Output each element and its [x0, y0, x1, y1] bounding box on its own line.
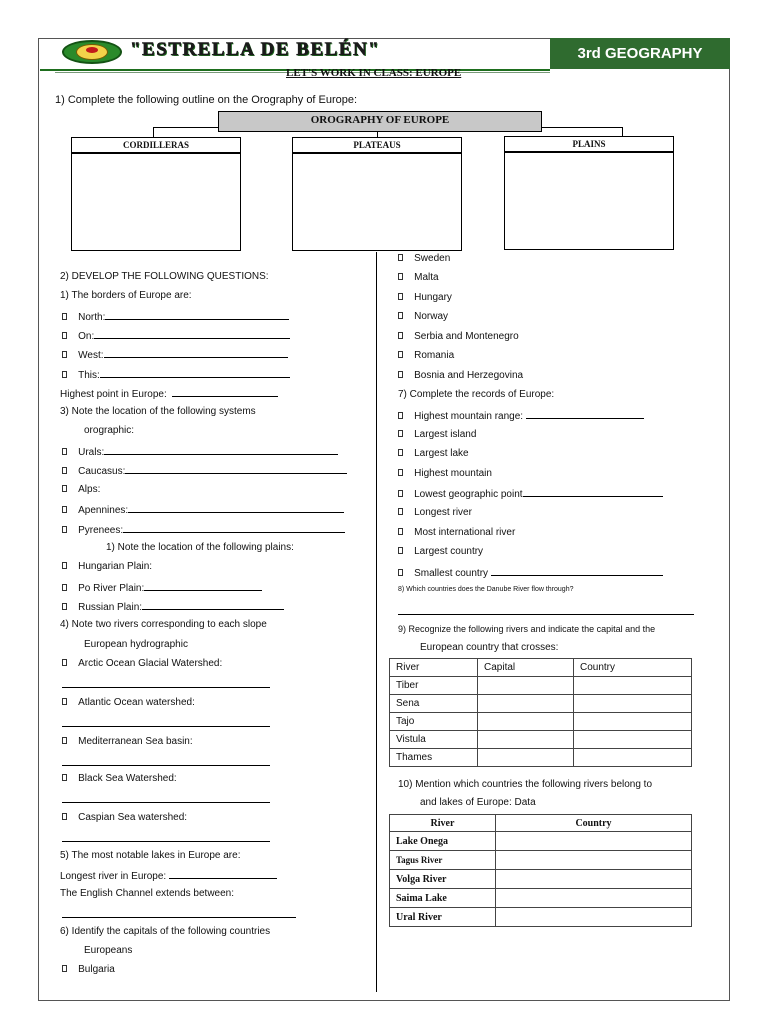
bullet-icon	[62, 584, 67, 591]
watershed-arctic	[62, 658, 222, 670]
table-row	[390, 731, 692, 749]
bullet-icon	[398, 371, 403, 378]
answer-line-danube[interactable]	[398, 614, 694, 615]
system-alps	[62, 484, 100, 496]
record-smallest-country	[398, 566, 663, 580]
label: Bosnia and Herzegovina	[414, 370, 524, 381]
table-row	[390, 870, 692, 889]
answer-line-black-sea[interactable]	[62, 802, 270, 803]
table-row	[390, 889, 692, 908]
label: Highest point in Europe:	[60, 389, 167, 400]
border-east	[62, 368, 290, 382]
bullet-icon	[398, 254, 403, 261]
label: Highest mountain	[414, 468, 492, 479]
record-international-river	[398, 527, 515, 539]
label: This:	[78, 370, 100, 381]
outline-title: OROGRAPHY OF EUROPE	[310, 114, 450, 126]
table-row	[390, 908, 692, 927]
label: Serbia and Montenegro	[414, 331, 519, 342]
bullet-icon	[398, 469, 403, 476]
country-romania	[398, 350, 454, 362]
q8-prompt: 8) Which countries does the Danube River flow through?	[398, 586, 574, 593]
longest-river	[60, 869, 277, 883]
label: Highest mountain range:	[414, 411, 524, 422]
plain-po	[62, 581, 262, 595]
cordilleras-header	[71, 137, 241, 153]
watershed-caspian	[62, 812, 187, 824]
answer-blank[interactable]	[105, 310, 289, 320]
table-row	[390, 851, 692, 870]
q10-prompt: 10) Mention which countries the following rivers belong to	[398, 779, 653, 790]
cordilleras-label: CORDILLERAS	[122, 140, 189, 150]
label: Pyrenees:	[78, 525, 124, 536]
connector-left-drop	[153, 127, 154, 137]
record-lowest-point	[398, 487, 663, 501]
bullet-icon	[398, 508, 403, 515]
country-norway	[398, 311, 448, 323]
plateaus-header	[292, 137, 462, 153]
bullet-icon	[62, 603, 67, 610]
capital-cell[interactable]	[478, 713, 574, 731]
bullet-icon	[398, 293, 403, 300]
bullet-icon	[398, 273, 403, 280]
answer-line-channel[interactable]	[62, 917, 296, 918]
table-row	[390, 677, 692, 695]
label: On:	[78, 331, 95, 342]
worksheet-title: LET'S WORK IN CLASS: EUROPE	[286, 67, 462, 79]
label: Longest river in Europe:	[60, 871, 167, 882]
label: Atlantic Ocean watershed:	[78, 697, 195, 708]
label: Caucasus:	[78, 466, 126, 477]
capital-cell[interactable]	[478, 695, 574, 713]
q5-prompt: 5) The most notable lakes in Europe are:	[60, 850, 241, 861]
answer-blank[interactable]	[172, 387, 278, 397]
river-cell: Vistula	[390, 731, 478, 749]
connector-right-drop	[622, 127, 623, 136]
system-urals	[62, 445, 338, 459]
river-cell: Volga River	[390, 870, 496, 889]
bullet-icon	[398, 351, 403, 358]
q2-1-prompt: 1) The borders of Europe are:	[60, 290, 192, 301]
header-river: River	[390, 815, 496, 832]
bullet-icon	[62, 506, 67, 513]
plateaus-answer-box[interactable]	[292, 153, 462, 251]
table-row	[390, 695, 692, 713]
label: Most international river	[414, 527, 516, 538]
q3-1-prompt: 1) Note the location of the following plains:	[106, 542, 294, 553]
label: North:	[78, 312, 106, 323]
river-cell: Sena	[390, 695, 478, 713]
answer-line-caspian[interactable]	[62, 841, 270, 842]
bullet-icon	[62, 332, 67, 339]
label: Longest river	[414, 507, 472, 518]
connector-left	[153, 127, 218, 128]
system-caucasus	[62, 464, 347, 478]
label: Lowest geographic point	[414, 489, 523, 500]
answer-blank[interactable]	[94, 329, 290, 339]
label: Hungarian Plain:	[78, 561, 153, 572]
label: Arctic Ocean Glacial Watershed:	[78, 658, 223, 669]
record-largest-country	[398, 546, 483, 558]
border-on	[62, 329, 290, 343]
q7-prompt: 7) Complete the records of Europe:	[398, 389, 555, 400]
bullet-icon	[62, 737, 67, 744]
answer-line-atlantic[interactable]	[62, 726, 270, 727]
answer-blank[interactable]	[142, 600, 284, 610]
column-divider	[376, 252, 377, 992]
system-pyrenees	[62, 523, 345, 537]
connector-right	[542, 127, 622, 128]
bullet-icon	[62, 371, 67, 378]
q10-prompt-cont: and lakes of Europe: Data	[420, 797, 536, 808]
label: West:	[78, 350, 104, 361]
label: Caspian Sea watershed:	[78, 812, 188, 823]
q4-prompt-cont: European hydrographic	[84, 639, 188, 650]
answer-blank[interactable]	[100, 368, 290, 378]
cordilleras-answer-box[interactable]	[71, 153, 241, 251]
country-bulgaria	[62, 964, 115, 976]
q9-prompt: 9) Recognize the following rivers and indicate the capital and the	[398, 624, 656, 634]
header-country: Country	[496, 815, 692, 832]
header-river: River	[390, 659, 478, 677]
capital-cell[interactable]	[478, 677, 574, 695]
label: Alps:	[78, 484, 101, 495]
bullet-icon	[398, 490, 403, 497]
answer-blank[interactable]	[125, 464, 347, 474]
country-cell[interactable]	[496, 832, 692, 851]
answer-blank[interactable]	[104, 445, 338, 455]
bullet-icon	[62, 774, 67, 781]
plains-header	[504, 136, 674, 152]
river-cell: Tagus River	[390, 851, 496, 870]
label: Largest lake	[414, 448, 469, 459]
school-logo-dot	[86, 47, 98, 53]
answer-line-arctic[interactable]	[62, 687, 270, 688]
record-largest-lake	[398, 448, 469, 460]
rivers-capitals-table	[389, 658, 692, 767]
table-row	[390, 713, 692, 731]
english-channel: The English Channel extends between:	[60, 888, 235, 899]
river-cell: Saima Lake	[390, 889, 496, 908]
bullet-icon	[62, 485, 67, 492]
q6-prompt-cont: Europeans	[84, 945, 133, 956]
country-cell[interactable]	[574, 695, 692, 713]
country-cell[interactable]	[496, 870, 692, 889]
river-cell: Ural River	[390, 908, 496, 927]
country-serbia-montenegro	[398, 331, 519, 343]
bullet-icon	[62, 965, 67, 972]
label: Hungary	[414, 292, 452, 303]
highest-point	[60, 387, 278, 401]
label: Smallest country	[414, 568, 489, 579]
label: Urals:	[78, 447, 105, 458]
bullet-icon	[398, 332, 403, 339]
bullet-icon	[398, 528, 403, 535]
bullet-icon	[62, 313, 67, 320]
plateaus-label: PLATEAUS	[353, 140, 401, 150]
answer-blank[interactable]	[104, 348, 288, 358]
q3-prompt-cont: orographic:	[84, 425, 135, 436]
watershed-black-sea	[62, 773, 177, 785]
bullet-icon	[62, 351, 67, 358]
q4-prompt: 4) Note two rivers corresponding to each slope	[60, 619, 267, 630]
label: Russian Plain:	[78, 602, 143, 613]
table-row	[390, 832, 692, 851]
label: Largest island	[414, 429, 477, 440]
country-cell[interactable]	[496, 851, 692, 870]
bullet-icon	[62, 562, 67, 569]
capital-cell[interactable]	[478, 731, 574, 749]
record-highest-range	[398, 409, 644, 423]
subject-tag: 3rd GEOGRAPHY	[550, 38, 730, 69]
country-cell[interactable]	[574, 713, 692, 731]
bullet-icon	[62, 526, 67, 533]
watershed-atlantic	[62, 697, 195, 709]
bullet-icon	[62, 448, 67, 455]
label: Black Sea Watershed:	[78, 773, 177, 784]
q2-heading: 2) DEVELOP THE FOLLOWING QUESTIONS:	[60, 271, 269, 282]
answer-blank[interactable]	[169, 869, 277, 879]
answer-blank[interactable]	[123, 523, 345, 533]
bullet-icon	[398, 547, 403, 554]
river-cell: Lake Onega	[390, 832, 496, 851]
system-apennines	[62, 503, 344, 517]
record-longest-river	[398, 507, 472, 519]
country-cell[interactable]	[574, 677, 692, 695]
answer-blank[interactable]	[144, 581, 262, 591]
border-north	[62, 310, 289, 324]
river-cell: Tajo	[390, 713, 478, 731]
label: Largest country	[414, 546, 484, 557]
bullet-icon	[62, 467, 67, 474]
q3-prompt: 3) Note the location of the following systems	[60, 406, 256, 417]
bullet-icon	[398, 569, 403, 576]
header-capital: Capital	[478, 659, 574, 677]
table-header-row	[390, 815, 692, 832]
bullet-icon	[398, 412, 403, 419]
country-cell[interactable]	[574, 731, 692, 749]
label: Sweden	[414, 253, 451, 264]
bullet-icon	[62, 698, 67, 705]
rivers-countries-table	[389, 814, 692, 927]
q9-prompt-cont: European country that crosses:	[420, 642, 559, 653]
border-west	[62, 348, 288, 362]
plains-answer-box[interactable]	[504, 152, 674, 250]
river-cell: Thames	[390, 749, 478, 767]
label: Apennines:	[78, 505, 129, 516]
table-header-row	[390, 659, 692, 677]
answer-blank[interactable]	[523, 487, 663, 497]
outline-title-box	[218, 111, 542, 132]
label: Malta	[414, 272, 439, 283]
q1-prompt: 1) Complete the following outline on the Orography of Europe:	[55, 94, 358, 106]
bullet-icon	[62, 813, 67, 820]
header-country: Country	[574, 659, 692, 677]
label: Norway	[414, 311, 449, 322]
country-cell[interactable]	[496, 889, 692, 908]
bullet-icon	[398, 430, 403, 437]
label: Romania	[414, 350, 455, 361]
label: Mediterranean Sea basin:	[78, 736, 193, 747]
plain-russian	[62, 600, 284, 614]
plain-hungarian	[62, 561, 152, 573]
table-row	[390, 749, 692, 767]
watershed-mediterranean	[62, 736, 193, 748]
country-sweden	[398, 253, 450, 265]
bullet-icon	[62, 659, 67, 666]
q6-prompt: 6) Identify the capitals of the following countries	[60, 926, 271, 937]
country-hungary	[398, 292, 452, 304]
record-largest-island	[398, 429, 476, 441]
country-bosnia	[398, 370, 523, 382]
school-name: "ESTRELLA DE BELÉN"	[130, 39, 381, 60]
plains-label: PLAINS	[572, 139, 606, 149]
country-cell[interactable]	[574, 749, 692, 767]
capital-cell[interactable]	[478, 749, 574, 767]
country-malta	[398, 272, 439, 284]
label: Bulgaria	[78, 964, 115, 975]
bullet-icon	[398, 449, 403, 456]
record-highest-mountain	[398, 468, 492, 480]
label: Po River Plain:	[78, 583, 145, 594]
country-cell[interactable]	[496, 908, 692, 927]
answer-blank[interactable]	[128, 503, 344, 513]
answer-line-mediterranean[interactable]	[62, 765, 270, 766]
answer-blank[interactable]	[526, 409, 644, 419]
bullet-icon	[398, 312, 403, 319]
answer-blank[interactable]	[491, 566, 663, 576]
river-cell: Tiber	[390, 677, 478, 695]
